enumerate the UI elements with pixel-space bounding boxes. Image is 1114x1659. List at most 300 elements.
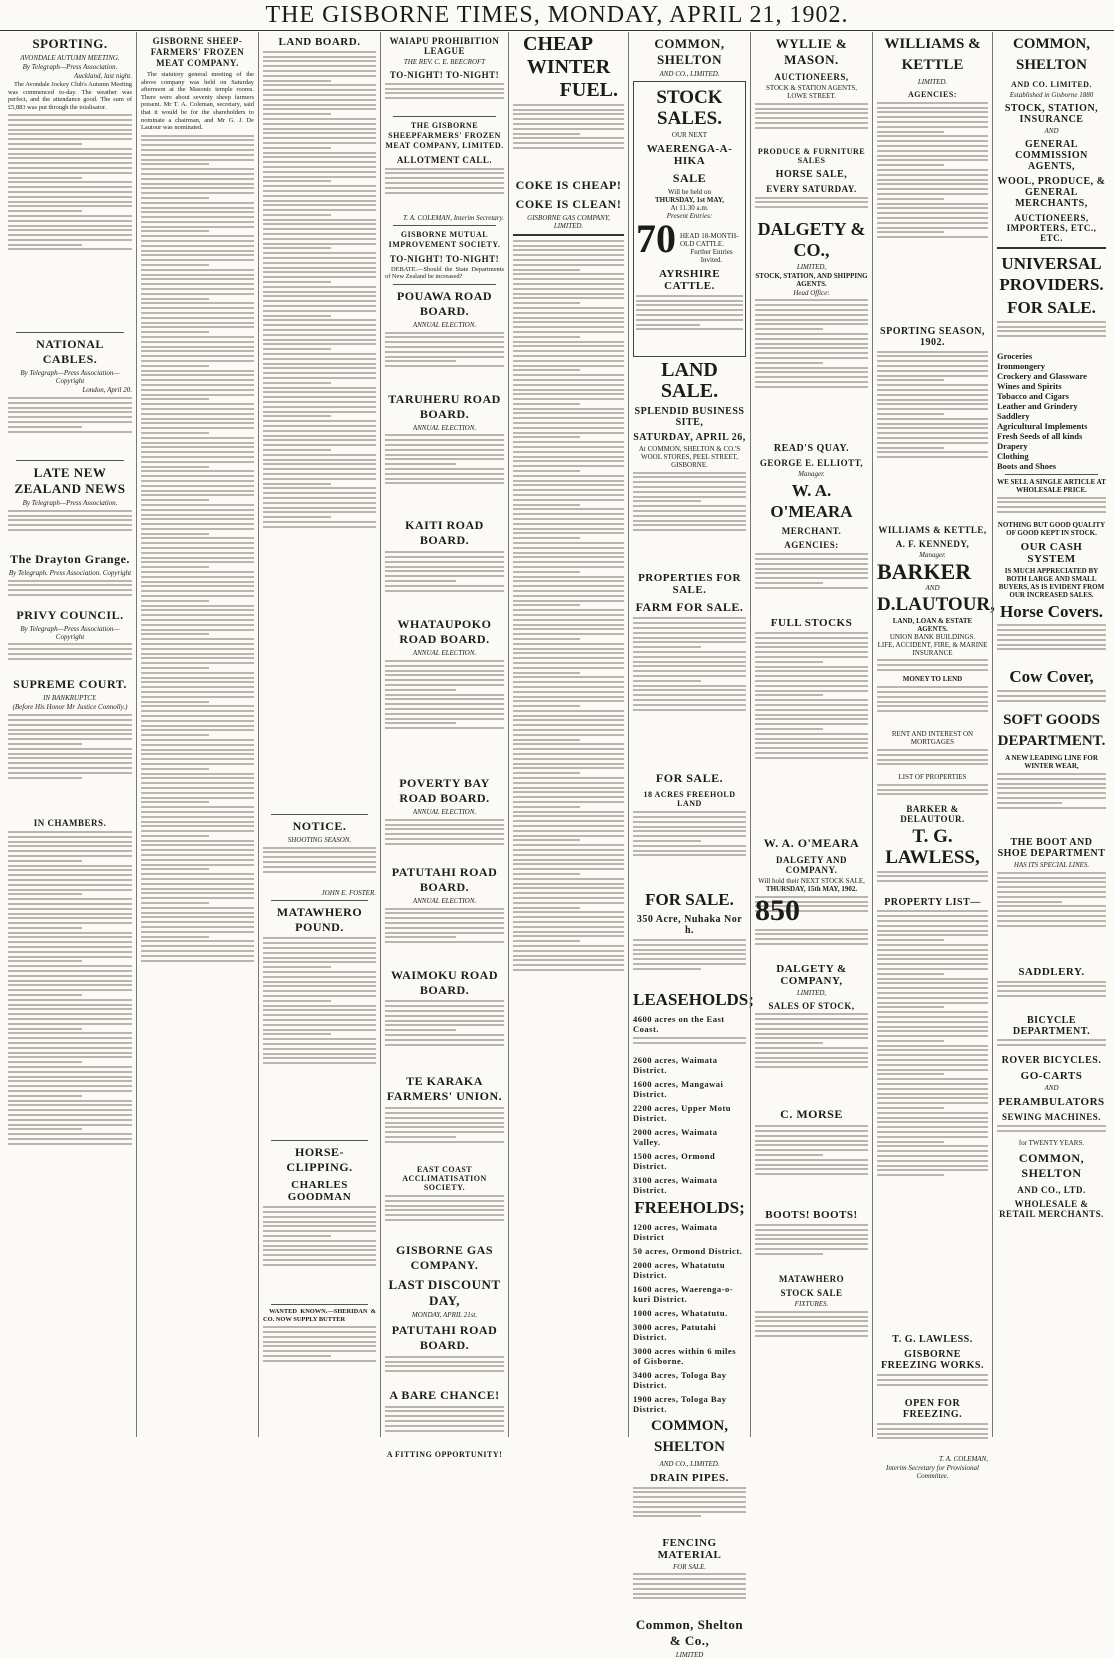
small-print-line [513,911,624,913]
small-print-line [141,595,254,597]
small-print-line [633,622,746,624]
small-print-line [633,1511,746,1513]
small-print-line [877,131,944,133]
small-print-line [877,963,988,965]
gas-company: GISBORNE GAS COMPANY, LIMITED. [527,213,610,230]
small-print-line [513,609,624,611]
small-print-line [877,227,988,229]
small-print-line [877,1093,988,1095]
williams-kettle-sub: LIMITED. [917,78,948,86]
small-print-line [385,351,504,353]
wk-2: WILLIAMS & KETTLE, [878,524,987,535]
taruheru-sub: ANNUAL ELECTION. [412,423,477,432]
karaka-heading: TE KARAKA FARMERS' UNION. [386,1074,503,1104]
small-print-line [141,163,209,165]
small-print-line [141,379,254,381]
small-print-line [263,1000,331,1002]
small-print-line [263,985,376,987]
small-print-line [141,816,254,818]
acres-18: 18 ACRES FREEHOLD LAND [643,790,736,809]
land-sale-date: SATURDAY, APRIL 26, [633,431,746,443]
patutahi-sub: ANNUAL ELECTION. [412,896,477,905]
small-print-line [513,128,624,130]
small-print-line [141,413,254,415]
small-print-line [385,927,504,929]
leaseholds-heading: LEASEHOLDS; [633,989,754,1009]
small-print-line [263,243,376,245]
kaiti-heading: KAITI ROAD BOARD. [405,518,484,548]
column-6 [628,32,754,1659]
small-print-line [633,1042,746,1044]
small-print-line [385,727,504,729]
winter-wear: A NEW LEADING LINE FOR WINTER WEAR, [1005,754,1098,771]
common-shelton-b: COMMON, SHELTON [650,1417,729,1455]
matawhero-pound-body [263,937,376,1137]
dalgety-3: DALGETY & COMPANY, [776,962,847,987]
small-print-line [513,590,624,592]
small-print-line [141,207,254,209]
small-print-line [141,701,209,703]
small-print-line [636,304,743,306]
small-print-line [263,995,376,997]
small-print-line [513,748,624,750]
small-print-line [755,201,868,203]
small-print-line [263,497,376,499]
small-print-line [8,1037,132,1039]
acclim-heading: EAST COAST ACCLIMATISATION SOCIETY. [402,1165,487,1193]
small-print-line [141,288,254,290]
sporting-body [8,114,132,329]
small-print-line [385,566,504,568]
small-print-line [141,638,254,640]
small-print-line [8,999,132,1001]
small-print-line [755,1013,868,1015]
small-print-line [633,939,746,941]
small-print-line [513,959,624,961]
small-print-line [513,355,624,357]
small-print-line [141,389,254,391]
small-print-line [385,192,504,194]
chambers-body [8,831,132,1331]
cs-end-3: WHOLESALE & RETAIL MERCHANTS. [999,1199,1104,1220]
small-print-line [263,128,376,130]
small-print-line [877,759,988,761]
small-print-line [8,431,132,433]
sale-time: At 11.30 a.m. [670,204,709,212]
pouawa-sub: ANNUAL ELECTION. [412,320,477,329]
small-print-line [755,637,868,639]
small-print-line [513,489,624,491]
small-print-line [8,1008,132,1010]
dalgety-role: STOCK, STATION, AND SHIPPING AGENTS. [755,271,868,288]
small-print-line [636,324,700,326]
small-print-line [385,1122,504,1124]
small-print-line [877,934,988,936]
small-print-line [141,825,254,827]
goods-list [997,351,1106,471]
small-print-line [141,144,254,146]
small-print-line [8,714,132,716]
cs-heading: COMMON, SHELTON [1012,36,1091,73]
kaiti-body [385,551,504,613]
small-print-line [263,161,376,163]
small-print-line [755,333,868,335]
small-print-line [8,860,82,862]
small-print-line [8,143,82,145]
elliott: GEORGE E. ELLIOTT, [759,458,864,469]
small-print-line [141,763,254,765]
small-print-line [385,1205,504,1207]
omeara-agencies-body [755,553,868,613]
small-print-line [385,912,504,914]
small-print-line [755,680,868,682]
small-print-line [8,407,132,409]
small-print-line [385,1200,504,1202]
small-print-line [263,511,376,513]
small-print-line [385,1044,504,1046]
small-print-line [141,605,254,607]
small-print-line [513,293,624,295]
bargain-heading: A BARE CHANCE! [389,1387,500,1402]
small-print-line [141,916,254,918]
goods-drapery: Drapery [997,440,1028,451]
cattle-figure: 70 [636,216,676,261]
small-print-line [513,484,624,486]
pouawa-body [385,332,504,388]
small-print-line [385,473,504,475]
small-print-line [263,459,376,461]
karaka-body [385,1107,504,1161]
small-print-line [8,1080,132,1082]
small-print-line [633,811,746,813]
goods-boots: Boots and Shoes [997,460,1057,471]
small-print-line [141,542,254,544]
small-print-line [8,215,132,217]
late-news-heading: LATE NEW ZEALAND NEWS [14,464,126,496]
small-print-line [633,486,746,488]
perambulators: PERAMBULATORS [998,1096,1105,1109]
small-print-line [513,624,624,626]
small-print-line [997,981,1106,983]
small-print-line [877,121,988,123]
small-print-line [263,104,376,106]
morse-body [755,1125,868,1205]
small-print-line [877,231,944,233]
small-print-line [141,859,254,861]
sale-word: SALE [672,171,707,185]
small-print-line [141,897,254,899]
small-print-line [263,176,376,178]
small-print-line [141,326,254,328]
goods-seeds: Fresh Seeds of all kinds [997,430,1083,441]
small-print-line [141,302,254,304]
small-print-line [263,866,376,868]
small-print-line [633,963,746,965]
small-print-line [263,286,376,288]
sewing: SEWING MACHINES. [1001,1112,1101,1123]
small-print-line [755,338,868,340]
small-print-line [877,1126,988,1128]
small-print-line [263,937,376,939]
small-print-line [513,700,624,702]
small-print-line [513,955,624,957]
small-print-line [263,1259,376,1261]
small-print-line [513,436,580,438]
small-print-line [263,1057,376,1059]
small-print-line [513,147,624,149]
wyllie-body [755,103,868,143]
small-print-line [8,124,132,126]
small-print-line [513,648,624,650]
stock-sale-fixtures: STOCK SALE [780,1287,843,1298]
small-print-line [141,797,254,799]
small-print-line [141,240,254,242]
small-print-line [877,939,944,941]
small-print-line [263,1254,376,1256]
small-print-line [513,326,624,328]
acres-body [633,811,746,887]
head-office: Head Office: [793,288,830,297]
small-print-line [633,491,746,493]
small-print-line [263,200,376,202]
small-print-line [263,1341,376,1343]
small-print-line [877,763,988,765]
small-print-line [513,657,624,659]
small-print-line [877,379,944,381]
small-print-line [263,947,376,949]
small-print-line [141,830,254,832]
dalgety-2: DALGETY AND COMPANY. [776,854,847,875]
fencing-sub: FOR SALE. [672,1562,707,1571]
small-print-line [513,566,624,568]
small-print-line [513,863,624,865]
small-print-line [8,1109,132,1111]
small-print-line [263,267,376,269]
small-print-line [513,604,580,606]
small-print-line [385,698,504,700]
small-print-line [8,658,132,660]
cs-end: COMMON, SHELTON [1018,1151,1085,1181]
small-print-line [385,1117,504,1119]
small-print-line [263,957,376,959]
small-print-line [513,123,624,125]
small-print-line [8,648,132,650]
small-print-line [8,970,132,972]
small-print-line [877,384,988,386]
small-print-line [877,871,988,873]
small-print-line [385,679,504,681]
small-print-line [877,1174,944,1176]
small-print-line [8,762,132,764]
full-stocks: FULL STOCKS [770,617,853,630]
small-print-line [263,315,331,317]
small-print-line [141,681,254,683]
small-print-line [385,1131,504,1133]
list-properties: LIST OF PROPERTIES [898,772,967,781]
small-print-line [263,483,331,485]
small-print-line [755,1224,868,1226]
barker-heading: BARKER [877,558,972,584]
small-print-line [263,363,376,365]
small-print-line [263,343,376,345]
small-print-line [8,984,132,986]
small-print-line [8,932,132,934]
cash-sub: IS MUCH APPRECIATED BY BOTH LARGE AND SMALL BUYERS, AS IS EVIDENT FROM OUR INCREASED SALES. [998,566,1105,599]
small-print-line [8,225,132,227]
small-print-line [755,577,868,579]
small-print-line [877,155,988,157]
small-print-line [8,975,132,977]
small-print-line [141,705,254,707]
small-print-line [755,1047,868,1049]
small-print-line [263,1230,376,1232]
small-print-line [997,896,1106,898]
small-print-line [8,927,82,929]
small-print-line [263,51,376,53]
small-print-line [633,1583,746,1585]
small-print-line [877,1121,988,1123]
small-print-line [8,913,132,915]
sporting-text: The Avondale Jockey Club's Autumn Meeting was commenced to-day. The weather was perfect, and the attendance good. The sum of £5,883 was put through the totalisator. [8,81,132,111]
small-print-line [8,114,132,116]
small-print-line [8,1047,132,1049]
small-print-line [513,552,624,554]
small-print-line [513,907,580,909]
small-print-line [755,675,868,677]
small-print-line [141,667,209,669]
small-print-line [141,528,254,530]
small-print-line [8,167,132,169]
small-print-line [263,439,376,441]
small-print-line [633,816,746,818]
small-print-line [513,686,624,688]
small-print-line [385,1005,504,1007]
small-print-line [141,346,254,348]
ayrshire-body [636,295,743,353]
small-print-line [141,686,254,688]
reads-quay: READ'S QUAY. [773,443,850,455]
small-print-line [633,949,746,951]
omeara-2: W. A. O'MEARA [763,835,860,850]
small-print-line [513,969,624,971]
small-print-line [755,319,868,321]
small-print-line [263,94,376,96]
small-print-line [263,1029,376,1031]
small-print-line [141,317,254,319]
small-print-line [513,705,580,707]
small-print-line [141,442,254,444]
small-print-line [755,685,868,687]
whataupoko-heading: WHATAUPOKO ROAD BOARD. [397,617,492,647]
small-print-line [8,733,132,735]
drayton-body [8,580,132,604]
free-9: 1900 acres, Tologa Bay District. [633,1393,727,1414]
property-list: PROPERTY LIST— [884,896,981,908]
small-print-line [636,295,743,297]
small-print-line [263,152,376,154]
small-print-line [141,537,254,539]
small-print-line [997,624,1106,626]
small-print-line [263,156,376,158]
small-print-line [877,102,988,104]
small-print-line [141,792,254,794]
small-print-line [263,1221,376,1223]
cs-end-2: AND CO., LTD. [1017,1185,1086,1196]
patutahi-tender-heading: PATUTAHI ROAD BOARD. [391,1322,498,1352]
small-print-line [997,497,1106,499]
sporting-subheading: AVONDALE AUTUMN MEETING. [20,54,120,62]
small-print-line [141,427,254,429]
small-print-line [385,1034,504,1036]
small-print-line [8,402,132,404]
small-print-line [263,238,376,240]
small-print-line [385,187,504,189]
small-print-line [633,1588,746,1590]
small-print-line [755,103,868,105]
small-print-line [263,190,376,192]
ayrshire-heading: AYRSHIRE CATTLE. [658,268,721,292]
small-print-line [263,990,376,992]
small-print-line [263,492,376,494]
small-print-line [8,162,132,164]
small-print-line [263,1345,376,1347]
land-board-heading: LAND BOARD. [278,36,361,48]
goods-leather: Leather and Grindery [997,400,1078,411]
small-print-line [8,1066,132,1068]
small-print-line [877,789,988,791]
small-print-line [8,1071,132,1073]
small-print-line [633,520,746,522]
small-print-line [141,749,254,751]
small-print-line [8,960,82,962]
small-print-line [513,513,624,515]
small-print-line [385,556,504,558]
small-print-line [263,942,376,944]
small-print-line [141,355,254,357]
small-print-line [633,670,746,672]
small-print-line [263,961,376,963]
goods-ironmongery: Ironmongery [997,360,1046,371]
small-print-line [263,1235,331,1237]
small-print-line [385,843,504,845]
small-print-line [8,411,132,413]
small-print-line [877,222,988,224]
small-print-line [513,537,580,539]
small-print-line [385,1410,504,1412]
small-print-line [877,193,988,195]
small-print-line [633,637,746,639]
small-print-line [513,350,624,352]
small-print-line [877,145,988,147]
small-print-line [755,742,868,744]
small-print-line [8,1004,132,1006]
small-print-line [263,444,376,446]
small-print-line [141,202,254,204]
small-print-line [263,1336,376,1338]
small-print-line [877,198,944,200]
small-print-line [997,891,1106,893]
small-print-line [513,926,624,928]
cattle-text: HEAD 18-MONTH-OLD CATTLE. [680,232,739,248]
horse-clipping-body [263,1206,376,1301]
small-print-line [141,619,254,621]
small-print-line [385,1356,504,1358]
small-print-line [263,851,376,853]
small-print-line [877,451,988,453]
small-print-line [141,403,254,405]
small-print-line [633,632,746,634]
small-print-line [385,1112,504,1114]
